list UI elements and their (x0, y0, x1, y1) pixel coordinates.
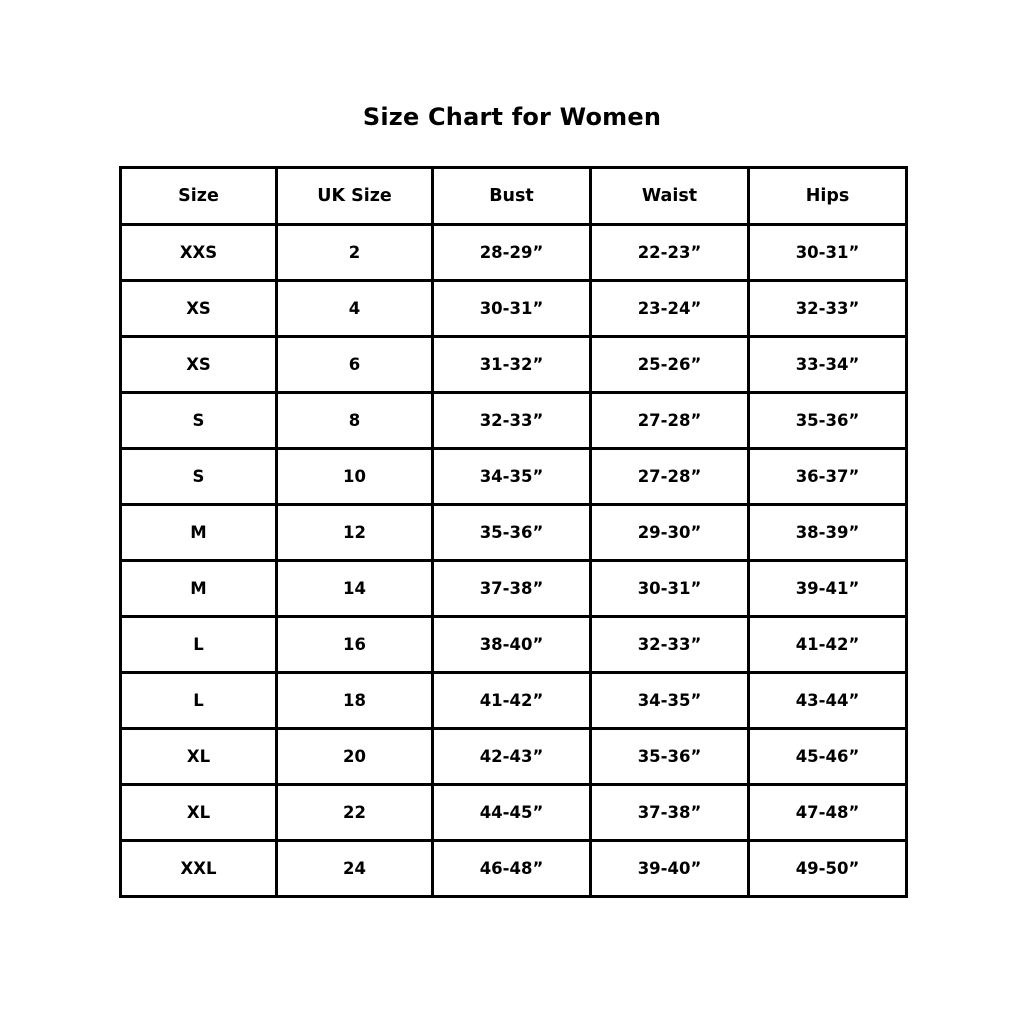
table-cell: XS (121, 337, 277, 393)
table-cell: S (121, 393, 277, 449)
table-cell: M (121, 505, 277, 561)
table-cell: 32-33” (749, 281, 907, 337)
table-cell: 23-24” (591, 281, 749, 337)
table-cell: 39-41” (749, 561, 907, 617)
table-row (121, 673, 907, 729)
table-cell: L (121, 617, 277, 673)
table-cell: M (121, 561, 277, 617)
table-cell: 10 (277, 449, 433, 505)
table-cell: 33-34” (749, 337, 907, 393)
table-cell: L (121, 673, 277, 729)
table-cell: 22 (277, 785, 433, 841)
table-cell: XXS (121, 225, 277, 281)
table-cell: 32-33” (591, 617, 749, 673)
table-column-header: UK Size (277, 168, 433, 225)
table-cell: 34-35” (591, 673, 749, 729)
table-cell: 4 (277, 281, 433, 337)
table-row (121, 393, 907, 449)
table-cell: 12 (277, 505, 433, 561)
table-row (121, 505, 907, 561)
table-row (121, 281, 907, 337)
table-cell: XS (121, 281, 277, 337)
table-cell: 16 (277, 617, 433, 673)
table-cell: 2 (277, 225, 433, 281)
table-row (121, 841, 907, 897)
table-cell: 30-31” (749, 225, 907, 281)
table-cell: 28-29” (433, 225, 591, 281)
table-row (121, 617, 907, 673)
table-cell: 43-44” (749, 673, 907, 729)
table-cell: 35-36” (591, 729, 749, 785)
table-cell: 37-38” (433, 561, 591, 617)
table-cell: 24 (277, 841, 433, 897)
table-cell: 6 (277, 337, 433, 393)
table-cell: 20 (277, 729, 433, 785)
size-chart-table-wrapper (119, 166, 905, 898)
table-cell: 47-48” (749, 785, 907, 841)
table-cell: 49-50” (749, 841, 907, 897)
table-cell: 35-36” (749, 393, 907, 449)
table-header-row (121, 168, 907, 225)
table-cell: 41-42” (749, 617, 907, 673)
table-body (121, 225, 907, 897)
table-cell: 41-42” (433, 673, 591, 729)
table-cell: 46-48” (433, 841, 591, 897)
table-cell: 31-32” (433, 337, 591, 393)
table-cell: S (121, 449, 277, 505)
table-cell: 34-35” (433, 449, 591, 505)
table-row (121, 337, 907, 393)
table-cell: 27-28” (591, 449, 749, 505)
table-cell: 29-30” (591, 505, 749, 561)
table-cell: 37-38” (591, 785, 749, 841)
table-row (121, 729, 907, 785)
table-cell: XXL (121, 841, 277, 897)
table-cell: 18 (277, 673, 433, 729)
table-cell: 27-28” (591, 393, 749, 449)
table-cell: 35-36” (433, 505, 591, 561)
table-column-header: Bust (433, 168, 591, 225)
table-cell: 38-39” (749, 505, 907, 561)
table-header (121, 168, 907, 225)
table-cell: 38-40” (433, 617, 591, 673)
page-title: Size Chart for Women (362, 103, 662, 131)
table-row (121, 561, 907, 617)
table-cell: 36-37” (749, 449, 907, 505)
table-row (121, 449, 907, 505)
table-cell: 25-26” (591, 337, 749, 393)
table-cell: 30-31” (433, 281, 591, 337)
table-column-header: Hips (749, 168, 907, 225)
table-cell: 14 (277, 561, 433, 617)
table-cell: 44-45” (433, 785, 591, 841)
table-cell: 8 (277, 393, 433, 449)
table-cell: 32-33” (433, 393, 591, 449)
table-column-header: Waist (591, 168, 749, 225)
size-chart-table (119, 166, 908, 898)
table-row (121, 225, 907, 281)
table-cell: XL (121, 785, 277, 841)
table-column-header: Size (121, 168, 277, 225)
table-cell: 45-46” (749, 729, 907, 785)
table-row (121, 785, 907, 841)
table-cell: 42-43” (433, 729, 591, 785)
table-cell: 22-23” (591, 225, 749, 281)
table-cell: 39-40” (591, 841, 749, 897)
table-cell: XL (121, 729, 277, 785)
table-cell: 30-31” (591, 561, 749, 617)
